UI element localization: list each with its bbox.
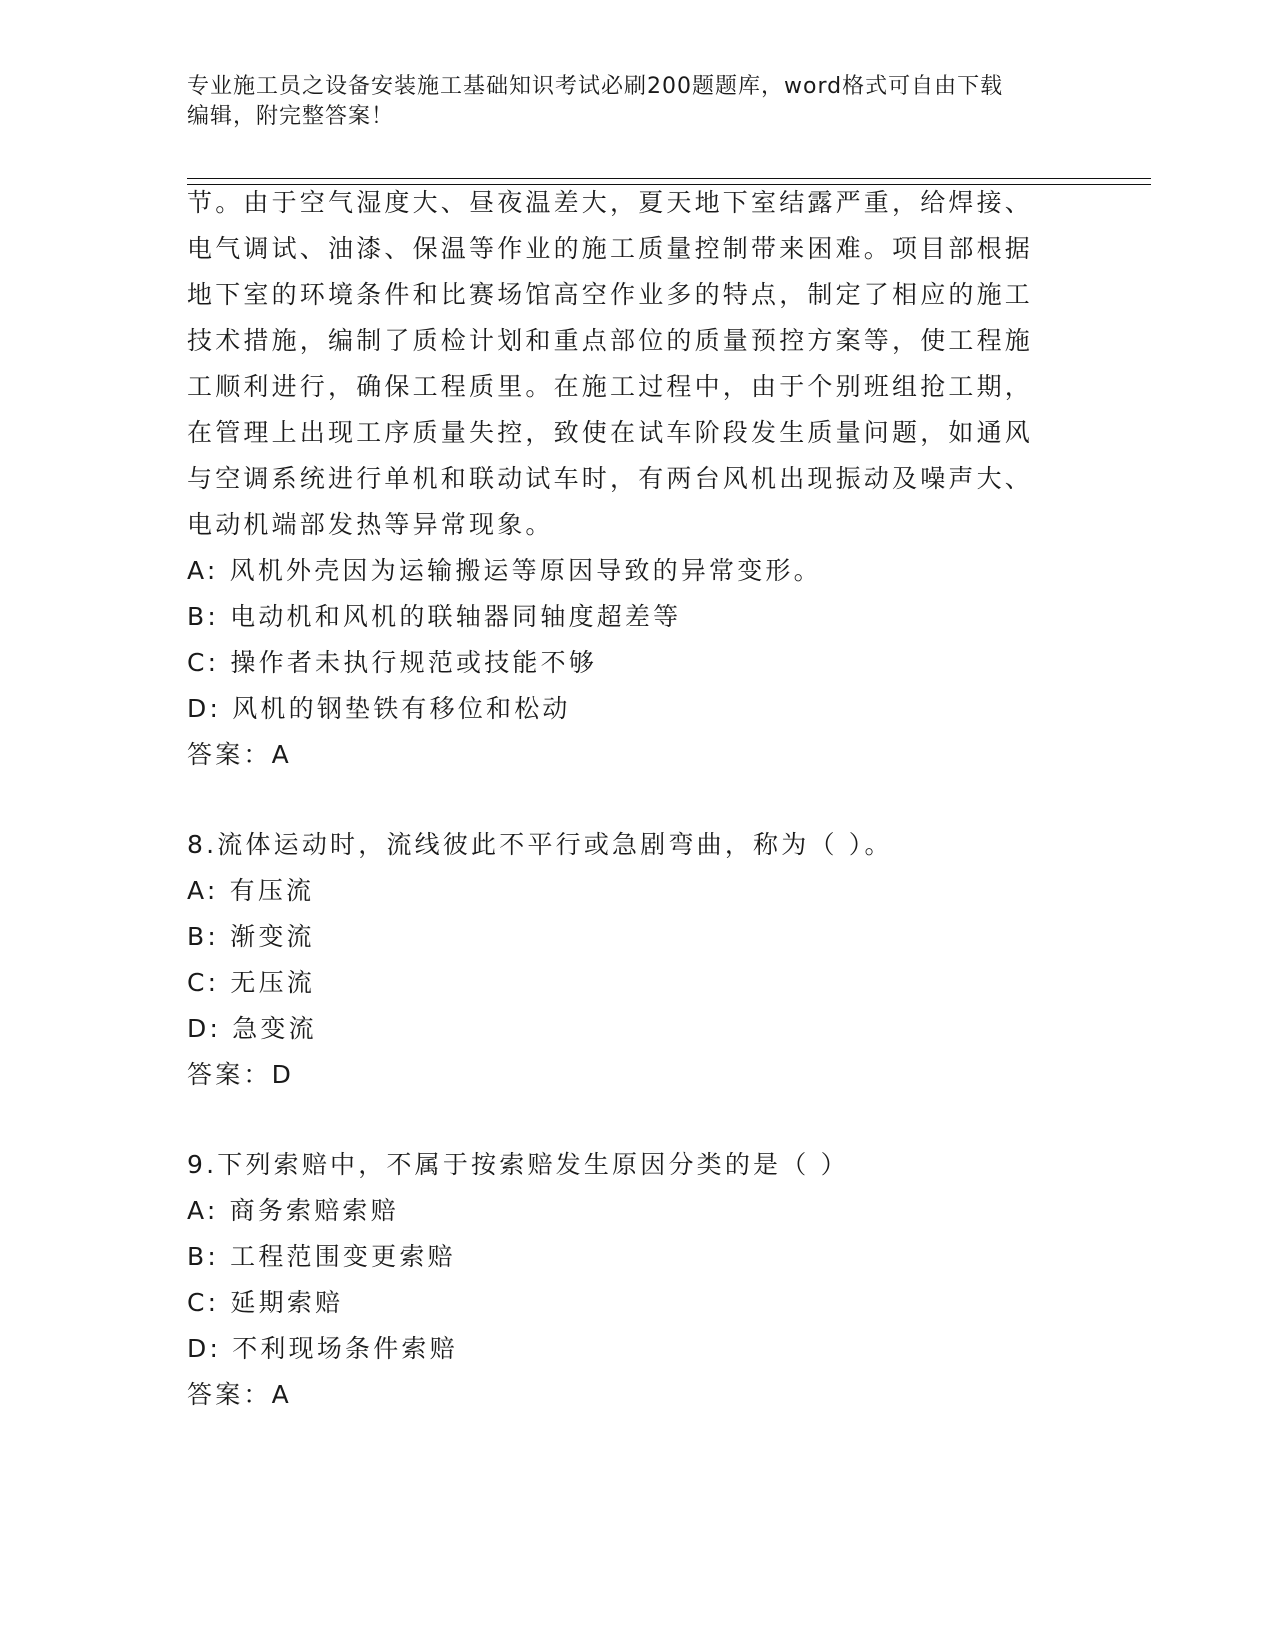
intro-line: 与空调系统进行单机和联动试车时，有两台风机出现振动及噪声大、 [187,464,1034,493]
intro-line: 地下室的环境条件和比赛场馆高空作业多的特点，制定了相应的施工 [187,280,1034,309]
intro-line: 节。由于空气湿度大、昼夜温差大，夏天地下室结露严重，给焊接、 [187,188,1034,217]
answer-line: 答案：D [187,1060,295,1089]
intro-line: 技术措施，编制了质检计划和重点部位的质量预控方案等，使工程施 [187,326,1034,355]
question-text: 9.下列索赔中，不属于按索赔发生原因分类的是（ ） [187,1150,849,1179]
header-line-1: 专业施工员之设备安装施工基础知识考试必刷200题题库，word格式可自由下载 [187,74,1004,99]
option-b: B: 电动机和风机的联轴器同轴度超差等 [187,602,682,631]
spacer [187,1098,1067,1142]
option-b: B: 工程范围变更索赔 [187,1242,456,1271]
option-c: C: 无压流 [187,968,316,997]
option-b: B: 渐变流 [187,922,315,951]
option-c: C: 操作者未执行规范或技能不够 [187,648,598,677]
header-line-2: 编辑，附完整答案！ [187,104,395,129]
document-header [187,72,1067,132]
intro-paragraph [187,180,1067,548]
option-c: C: 延期索赔 [187,1288,344,1317]
intro-line: 电气调试、油漆、保温等作业的施工质量控制带来困难。项目部根据 [187,234,1034,263]
question-text: 8.流体运动时，流线彼此不平行或急剧弯曲，称为（ ）。 [187,830,893,859]
intro-line: 在管理上出现工序质量失控，致使在试车阶段发生质量问题，如通风 [187,418,1034,447]
answer-line: 答案：A [187,1380,292,1409]
option-d: D: 风机的钢垫铁有移位和松动 [187,694,571,723]
intro-line: 电动机端部发热等异常现象。 [187,510,554,539]
spacer [187,778,1067,822]
option-a: A: 商务索赔索赔 [187,1196,399,1225]
intro-options [187,548,1067,732]
question-8 [187,822,1067,1098]
document-body [187,180,1067,1418]
question-9 [187,1142,1067,1418]
intro-line: 工顺利进行，确保工程质里。在施工过程中，由于个别班组抢工期， [187,372,1034,401]
header-divider-top [187,178,1151,179]
option-d: D: 不利现场条件索赔 [187,1334,458,1363]
answer-line: 答案：A [187,740,292,769]
option-d: D: 急变流 [187,1014,317,1043]
option-a: A: 风机外壳因为运输搬运等原因导致的异常变形。 [187,556,822,585]
option-a: A: 有压流 [187,876,315,905]
